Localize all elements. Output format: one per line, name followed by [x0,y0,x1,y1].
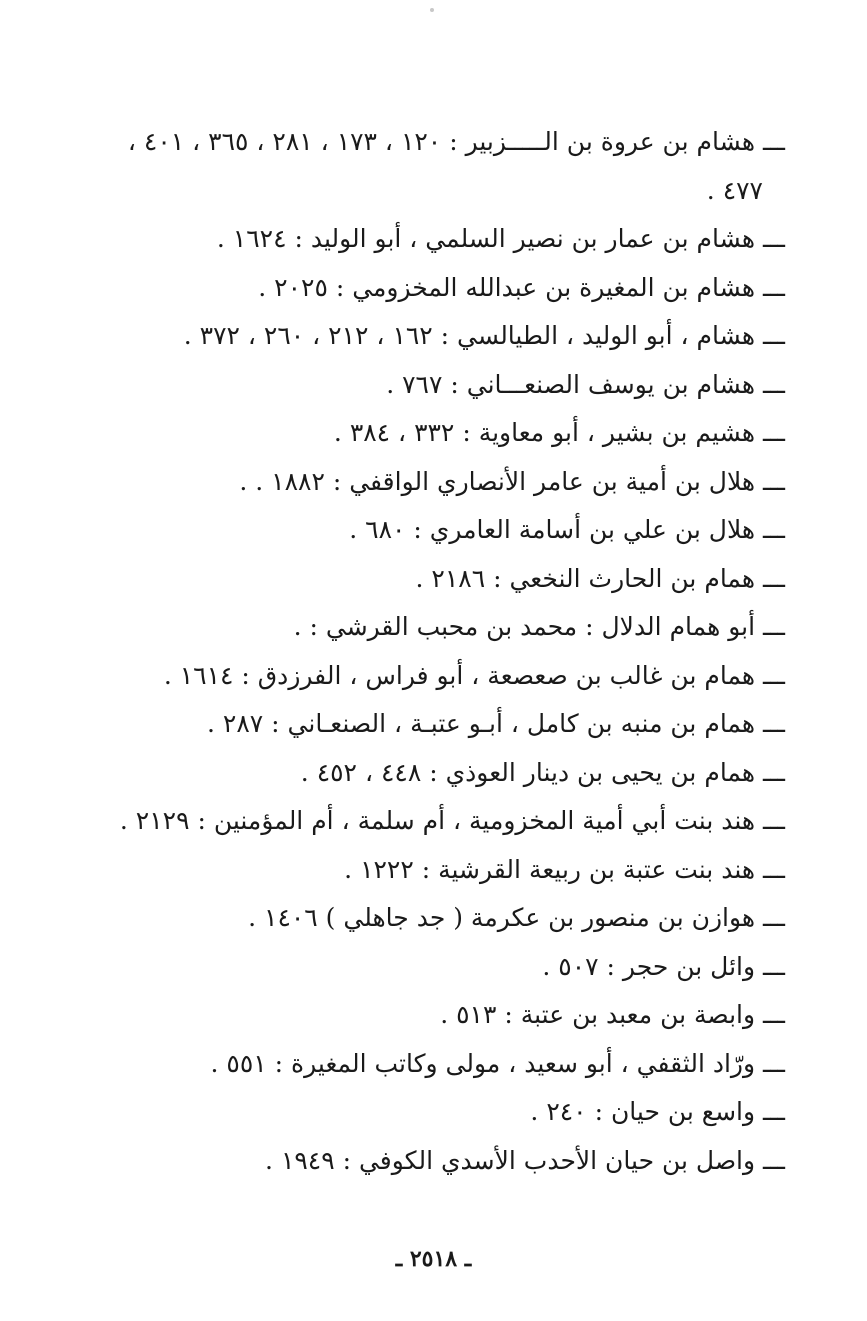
entry-text: ـــ ورّاد الثقفي ، أبو سعيد ، مولى وكاتب المغيرة : ٥٥١ . [210,1048,785,1078]
entry-continuation: ٤٧٧ . [706,175,763,205]
entry-text: ـــ هشام ، أبو الوليد ، الطيالسي : ١٦٢ ، ٢١٢ ، ٢٦٠ ، ٣٧٢ . [183,321,785,350]
index-entry [25,264,785,313]
entry-text: ـــ واسع بن حيان : ٢٤٠ . [530,1097,785,1126]
page-number: ـ ٢٥١٨ ـ [395,1246,472,1272]
entry-text: ـــ هند بنت عتبة بن ربيعة القرشية : ١٢٢٢ . [344,854,785,884]
index-entry [25,312,785,361]
index-entry [25,555,785,604]
entry-text: ـــ هشام بن عمار بن نصير السلمي ، أبو الوليد : ١٦٢٤ . [216,224,785,253]
entry-text: ـــ وابصة بن معبد بن عتبة : ٥١٣ . [440,1000,785,1029]
entry-text: ـــ همام بن الحارث النخعي : ٢١٨٦ . [415,563,785,593]
entry-text: ـــ هشام بن يوسف الصنعـــاني : ٧٦٧ . [386,369,785,399]
entry-text: ـــ هند بنت أبي أمية المخزومية ، أم سلمة ، أم المؤمنين : ٢١٢٩ . [119,806,785,835]
entry-text: ـــ همام بن يحيى بن دينار العوذي : ٤٤٨ ، ٤٥٢ . [300,757,785,787]
index-entry [25,1137,785,1186]
index-entry [25,943,785,992]
index-entry [25,749,785,798]
entry-text: ـــ هوازن بن منصور بن عكرمة ( جد جاهلي ) ١٤٠٦ . [248,903,785,932]
index-entry [25,409,785,458]
scan-dot [430,8,434,12]
index-entry [25,506,785,555]
index-entry [25,118,785,215]
entry-text: ـــ أبو همام الدلال : محمد بن محبب القرشي : . [293,612,785,641]
index-entry [25,215,785,264]
entry-text: ـــ هلال بن علي بن أسامة العامري : ٦٨٠ . [349,515,785,544]
index-entry [25,991,785,1040]
index-entry [25,894,785,943]
index-entry [25,797,785,846]
entry-text: ـــ وائل بن حجر : ٥٠٧ . [542,951,785,981]
entry-text: ـــ همام بن غالب بن صعصعة ، أبو فراس ، الفرزدق : ١٦١٤ . [163,660,785,690]
index-entry [25,603,785,652]
index-entry [25,846,785,895]
entry-text: ـــ هشيم بن بشير ، أبو معاوية : ٣٣٢ ، ٣٨٤ . [333,418,785,447]
index-entry [25,1088,785,1137]
entry-text: ـــ هشام بن عروة بن الـــــزبير : ١٢٠ ، ١٧٣ ، ٢٨١ ، ٣٦٥ ، ٤٠١ ، [127,127,785,156]
index-entries [25,118,785,1185]
index-entry [25,700,785,749]
index-entry [25,652,785,701]
index-entry [25,361,785,410]
entry-text: ـــ هشام بن المغيرة بن عبدالله المخزومي : ٢٠٢٥ . [258,272,785,302]
index-entry [25,1040,785,1089]
entry-text: ـــ واصل بن حيان الأحدب الأسدي الكوفي : ١٩٤٩ . [265,1145,785,1175]
entry-text: ـــ هلال بن أمية بن عامر الأنصاري الواقفي : ١٨٨٢ . . [239,466,785,496]
entry-text: ـــ همام بن منبه بن كامل ، أبـو عتبـة ، الصنعـاني : ٢٨٧ . [207,709,785,738]
index-entry [25,458,785,507]
